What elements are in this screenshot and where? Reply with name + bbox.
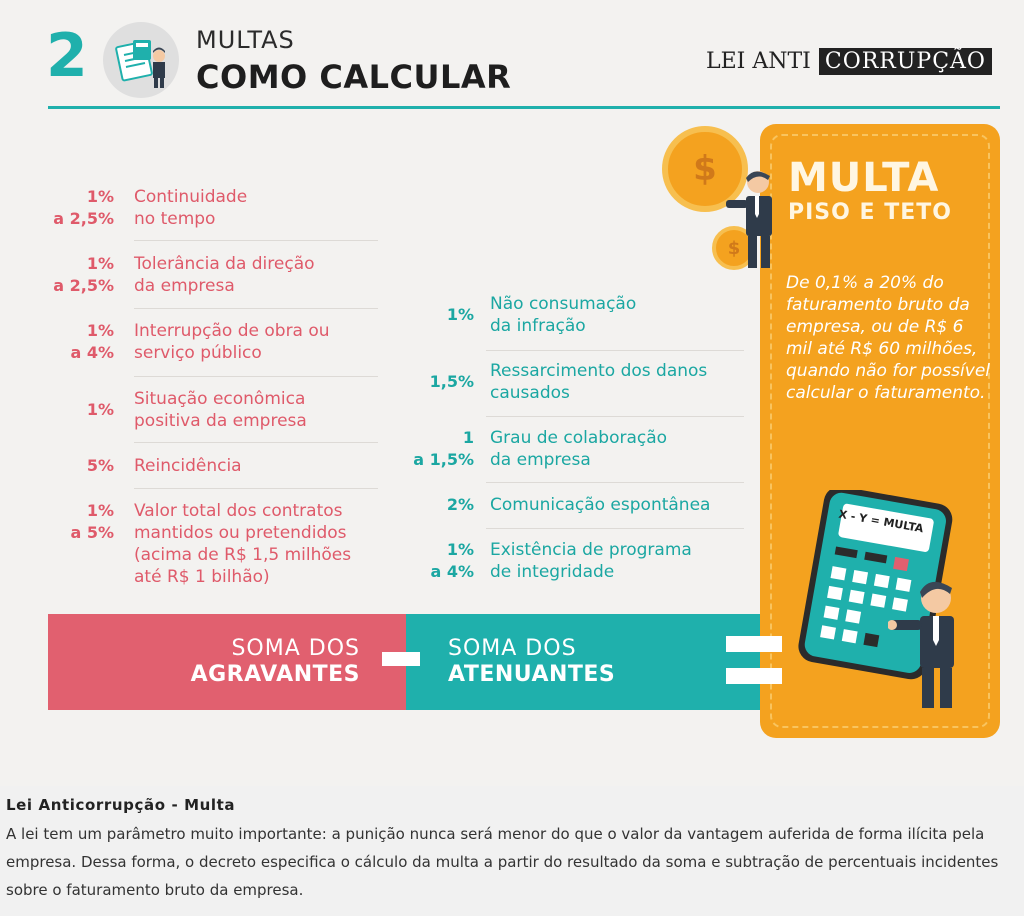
agravante-item — [48, 388, 378, 432]
businessman-icon — [888, 574, 968, 712]
atenuante-description: Comunicação espontânea — [490, 495, 711, 515]
agravante-percent: 1% a 2,5% — [53, 187, 114, 228]
row-divider — [134, 308, 378, 309]
caption-title: Lei Anticorrupção - Multa — [6, 796, 236, 814]
brand-logo — [706, 44, 992, 78]
multa-subtitle: PISO E TETO — [788, 200, 952, 225]
row-divider — [486, 350, 744, 351]
row-divider — [486, 416, 744, 417]
brand-logo-part1: LEI ANTI — [706, 48, 811, 74]
agravante-percent: 5% — [86, 456, 114, 475]
document-calculator-icon — [103, 22, 179, 98]
caption-body: A lei tem um parâmetro muito importante: a punição nunca será menor do que o valor da vantagem auferida de forma ilícita pela empresa. Dessa forma, o decreto especifica o cálculo da multa a partir do resultado da soma e subtração de percentuais incidentes sobre o faturamento bruto da empresa. — [6, 825, 999, 899]
step-number: 2 — [46, 21, 88, 91]
atenuante-item — [408, 494, 744, 516]
agravante-description: Tolerância da direção da empresa — [134, 254, 315, 296]
agravante-item — [48, 455, 378, 477]
section-title: COMO CALCULAR — [196, 58, 512, 96]
atenuante-percent: 2% — [446, 495, 474, 514]
header-divider — [48, 106, 1000, 109]
soma-agravantes-label: SOMA DOS — [231, 636, 360, 661]
agravante-percent: 1% a 5% — [70, 501, 114, 542]
coin-symbol: $ — [693, 149, 717, 189]
section-subtitle: MULTAS — [196, 26, 295, 54]
agravante-description: Interrupção de obra ou serviço público — [134, 321, 330, 363]
row-divider — [486, 482, 744, 483]
agravante-percent: 1% — [86, 400, 114, 419]
atenuante-percent: 1% a 4% — [430, 540, 474, 581]
atenuante-percent: 1 a 1,5% — [413, 428, 474, 469]
atenuante-description: Não consumação da infração — [490, 294, 637, 336]
equals-sign-icon — [726, 636, 782, 652]
row-divider — [134, 240, 378, 241]
atenuante-item — [408, 539, 744, 583]
row-divider — [134, 488, 378, 489]
agravante-description: Continuidade no tempo — [134, 187, 248, 229]
brand-logo-part2: CORRUPÇÃO — [819, 48, 992, 75]
atenuante-item — [408, 360, 744, 404]
agravante-description: Situação econômica positiva da empresa — [134, 389, 307, 431]
coin-symbol: $ — [727, 237, 741, 259]
soma-atenuantes-bar — [406, 614, 762, 710]
atenuante-percent: 1% — [446, 305, 474, 324]
agravante-description: Reincidência — [134, 456, 242, 476]
atenuante-item — [408, 293, 744, 337]
multa-description: De 0,1% a 20% do faturamento bruto da empresa, ou de R$ 6 mil até R$ 60 milhões, quando não for possível calcular o faturamento. — [786, 273, 990, 403]
agravante-item — [48, 186, 378, 230]
atenuante-percent: 1,5% — [429, 372, 474, 391]
equals-sign-icon — [726, 668, 782, 684]
atenuante-description: Existência de programa de integridade — [490, 540, 692, 582]
agravante-item — [48, 253, 378, 297]
soma-atenuantes-label: SOMA DOS — [448, 636, 577, 661]
agravante-item — [48, 500, 378, 588]
agravante-description: Valor total dos contratos mantidos ou pretendidos (acima de R$ 1,5 milhões até R$ 1 bilhão) — [134, 501, 352, 587]
soma-agravantes-bar — [48, 614, 406, 710]
soma-atenuantes-title: ATENUANTES — [448, 662, 616, 687]
atenuante-item — [408, 427, 744, 471]
caption — [0, 786, 1024, 916]
agravante-percent: 1% a 4% — [70, 321, 114, 362]
row-divider — [486, 528, 744, 529]
row-divider — [134, 442, 378, 443]
businessman-icon — [724, 166, 780, 272]
minus-sign-icon — [382, 652, 420, 666]
atenuante-description: Grau de colaboração da empresa — [490, 428, 668, 470]
soma-agravantes-title: AGRAVANTES — [190, 662, 360, 687]
atenuante-description: Ressarcimento dos danos causados — [490, 361, 708, 403]
agravante-item — [48, 320, 378, 364]
agravante-percent: 1% a 2,5% — [53, 254, 114, 295]
multa-title: MULTA — [788, 155, 940, 201]
calculator-screen-text: X - Y = MULTA — [837, 507, 925, 536]
row-divider — [134, 376, 378, 377]
